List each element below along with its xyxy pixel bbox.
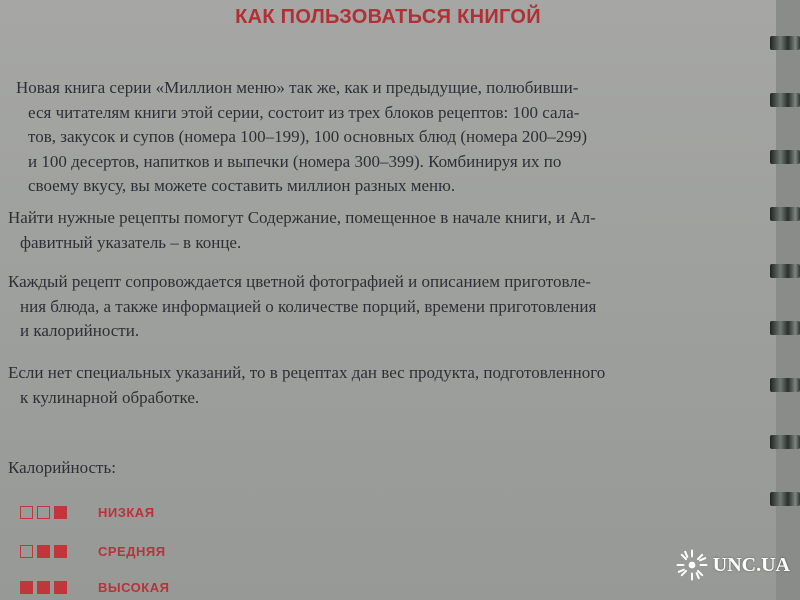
binding-coil (770, 150, 800, 164)
calorie-squares (20, 545, 84, 558)
binding-coil (770, 264, 800, 278)
watermark-text: UNC.UA (712, 553, 790, 576)
text-line: Каждый рецепт сопровождается цветной фотографией и описанием приготовле- (8, 272, 591, 291)
binding-coil (770, 36, 800, 50)
calorie-square-filled (37, 545, 50, 558)
calorie-level-medium (20, 541, 166, 561)
calorie-square-filled (54, 545, 67, 558)
calorie-square-filled (20, 581, 33, 594)
paragraph-weight (8, 361, 766, 410)
text-line: и 100 десертов, напитков и выпечки (номера 300–399). Комбинируя их по (28, 151, 562, 171)
calorie-squares (20, 506, 84, 519)
sun-icon (675, 548, 709, 582)
binding-coil (770, 492, 800, 506)
binding-coil (770, 321, 800, 335)
text-line: ния блюда, а также информацией о количестве порций, времени приготовления (20, 296, 597, 316)
paragraph-intro (8, 76, 766, 199)
calorie-square-empty (20, 545, 33, 558)
text-line: Если нет специальных указаний, то в рецептах дан вес продукта, подготовленного (8, 363, 606, 382)
calorie-level-label: ВЫСОКАЯ (98, 579, 170, 595)
text-line: тов, закусок и супов (номера 100–199), 100 основных блюд (номера 200–299) (28, 127, 588, 146)
paragraph-navigation (8, 206, 766, 255)
binding-coil (770, 207, 800, 221)
watermark (675, 548, 790, 582)
calorie-square-filled (54, 506, 67, 519)
text-line: фавитный указатель – в конце. (20, 232, 242, 252)
calorie-square-empty (37, 506, 50, 519)
spiral-binding (776, 0, 800, 600)
calorie-square-empty (20, 506, 33, 519)
text-line: и калорийности. (20, 321, 140, 340)
text-line: к кулинарной обработке. (20, 387, 200, 407)
binding-coil (770, 93, 800, 107)
calorie-square-filled (54, 581, 67, 594)
text-line: Найти нужные рецепты помогут Содержание, помещенное в начале книги, и Ал- (8, 208, 596, 227)
binding-coil (770, 435, 800, 449)
paragraph-recipe-info (8, 270, 766, 344)
binding-coil (770, 378, 800, 392)
calorie-level-high (20, 577, 169, 597)
calorie-level-low (20, 502, 155, 522)
text-line: своему вкусу, вы можете составить миллион разных меню. (28, 176, 456, 195)
text-line: еся читателям книги этой серии, состоит из трех блоков рецептов: 100 сала- (28, 102, 580, 122)
calorie-heading: Калорийность: (8, 458, 116, 477)
text-line: Новая книга серии «Миллион меню» так же, как и предыдущие, полюбивши- (16, 78, 579, 97)
calorie-level-label: НИЗКАЯ (98, 504, 155, 520)
calorie-squares (20, 581, 84, 594)
page-title: КАК ПОЛЬЗОВАТЬСЯ КНИГОЙ (235, 6, 541, 28)
calorie-level-label: СРЕДНЯЯ (98, 543, 166, 559)
calorie-square-filled (37, 581, 50, 594)
